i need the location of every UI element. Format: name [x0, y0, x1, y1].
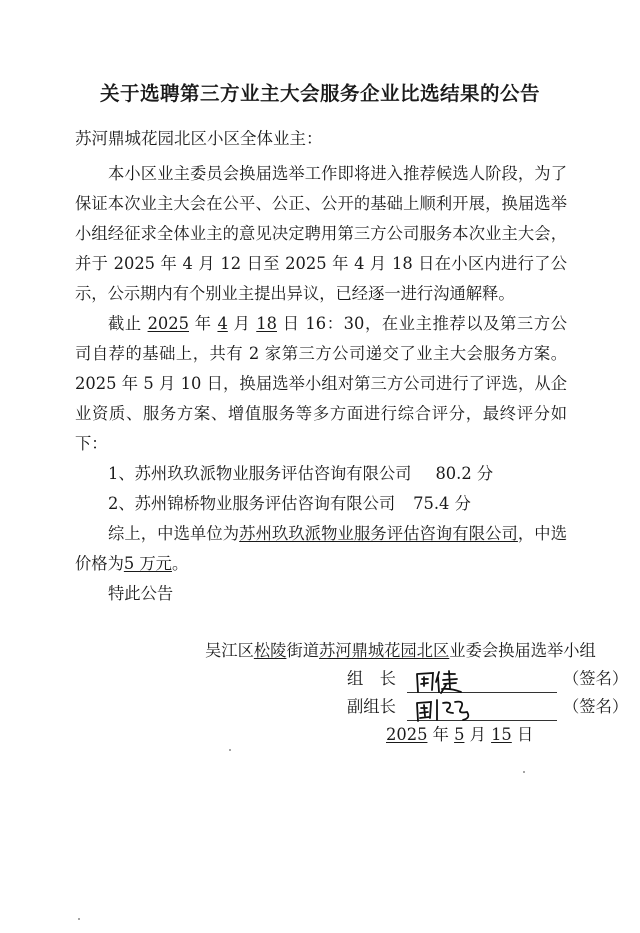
conclusion-mid: ，中选价格为: [75, 524, 567, 573]
conclusion-end: 。: [171, 554, 189, 573]
date-month-suffix: 月: [464, 725, 492, 744]
deputy-signature-row: [347, 693, 628, 721]
notice-title: 关于选聘第三方业主大会服务企业比选结果的公告: [99, 82, 540, 105]
result-company: 苏州锦桥物业服务评估咨询有限公司: [134, 494, 396, 513]
date-day: 15: [491, 725, 512, 744]
org-street-suffix: 街道: [286, 641, 320, 660]
handwritten-signature-deputy: [413, 696, 483, 724]
deputy-sign-note: （签名）: [563, 697, 629, 716]
deadline-day: 18: [256, 314, 277, 333]
leader-role: 组 长: [347, 669, 396, 688]
leader-sign-note: （签名）: [563, 669, 629, 688]
date-month: 5: [454, 725, 465, 744]
leader-signature-row: [347, 665, 628, 693]
deadline-month: 4: [217, 314, 228, 333]
deputy-signature-line: [407, 700, 557, 721]
deputy-role: 副组长: [347, 697, 396, 716]
result-row: [75, 489, 567, 519]
para2-t2: 月: [227, 314, 257, 333]
org-street: 松陵: [253, 641, 287, 660]
result-row: [75, 459, 567, 489]
salutation: 苏河鼎城花园北区小区全体业主：: [75, 129, 323, 148]
paragraph-conclusion: [75, 519, 567, 579]
result-index: 2、: [108, 494, 135, 513]
para2-rest: 日 16：30，在业主推荐以及第三方公司自荐的基础上，共有 2 家第三方公司递交了业主大会服务方案。2025 年 5 月 10 日，换届选举小组对第三方公司进行了评选，从企业资质、服务方案、增值服务等多方面进行综合评分，最终评分如下：: [75, 314, 567, 453]
scan-speck: [78, 918, 80, 920]
handwritten-signature-leader: [413, 668, 473, 696]
result-score: 80.2 分: [435, 464, 494, 483]
date-year-suffix: 年: [427, 725, 455, 744]
date-year: 2025: [386, 725, 428, 744]
conclusion-prefix: 综上，中选单位为: [108, 524, 240, 543]
winner-company: 苏州玖玖派物业服务评估咨询有限公司: [239, 524, 518, 543]
signing-date: [386, 721, 533, 749]
result-company: 苏州玖玖派物业服务评估咨询有限公司: [134, 464, 412, 483]
para2-prefix: 截止: [108, 314, 148, 333]
closing-remark: 特此公告: [108, 584, 174, 603]
notice-body: [75, 159, 567, 609]
result-index: 1、: [108, 464, 135, 483]
result-score: 75.4 分: [413, 494, 471, 513]
scan-speck: [523, 771, 525, 773]
org-committee: 业委会换届选举小组: [449, 641, 596, 660]
paragraph-submissions: [75, 309, 567, 459]
org-district: 吴江区: [205, 641, 254, 660]
winning-price: 5 万元: [123, 554, 172, 573]
signing-organization: [205, 637, 596, 665]
scan-speck: [229, 749, 231, 751]
org-community: 苏河鼎城花园北区: [319, 641, 450, 660]
leader-signature-line: [407, 672, 557, 693]
date-day-suffix: 日: [511, 725, 534, 744]
para2-t1: 年: [189, 314, 218, 333]
paragraph-publicity: 本小区业主委员会换届选举工作即将进入推荐候选人阶段，为了保证本次业主大会在公平、公正、公开的基础上顺利开展，换届选举小组经征求全体业主的意见决定聘用第三方公司服务本次业主大会，并于 2025 年 4 月 12 日至 2025 年 4 月 18 日在小区内进行了公示，公示期内有个别业主提出异议，已经逐一进行沟通解释。: [75, 164, 567, 303]
deadline-year: 2025: [147, 314, 189, 333]
